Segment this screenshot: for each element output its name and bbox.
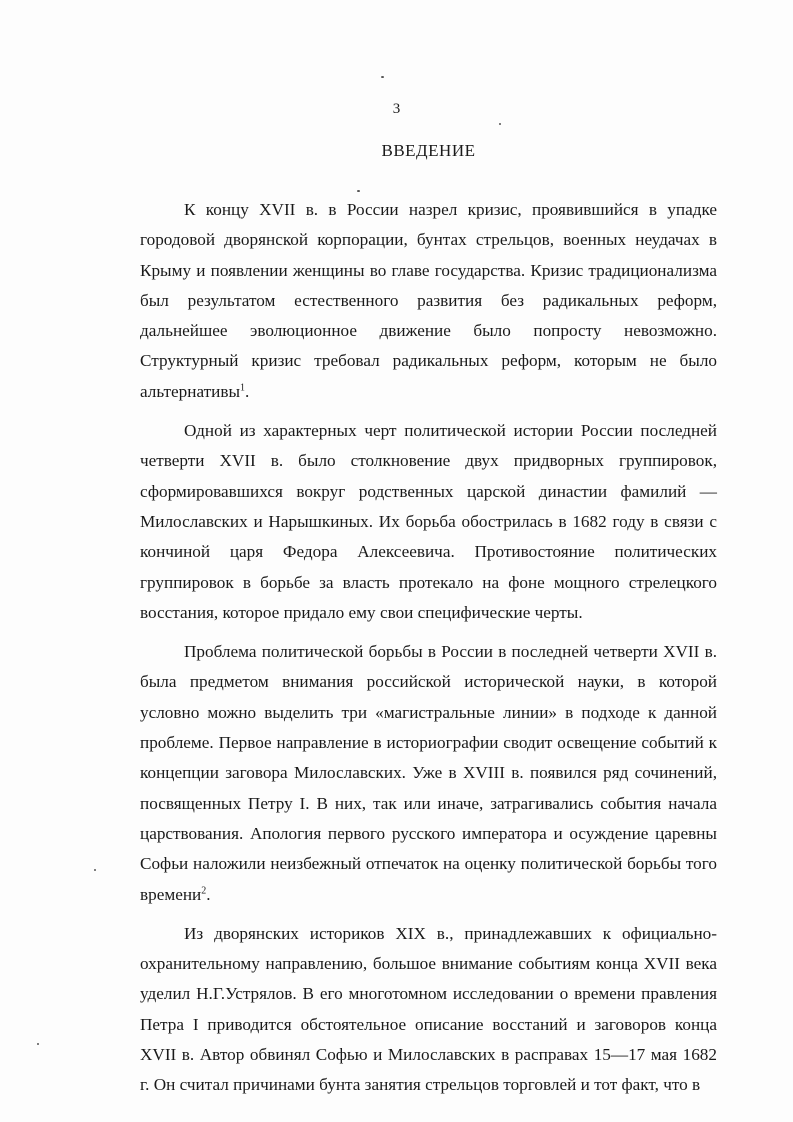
paragraph-text: Из дворянских историков XIX в., принадлежавших к официально-охранительному направлению, большое внимание событиям конца XVII века уделил Н.Г.Устрялов. В его многотомном исследовании о времени правления Петра I приводится обстоятельное описание восстаний и заговоров конца XVII в. Автор обвинял Софью и Милославских в расправах 15—17 мая 1682 г. Он считал причинами бунта занятия стрельцов торговлей и тот факт, что в — [140, 923, 717, 1095]
paragraph-end: . — [206, 884, 211, 904]
paragraph-1 — [140, 195, 717, 407]
paragraph-4 — [140, 919, 717, 1101]
scan-speck — [381, 76, 384, 78]
scan-speck — [37, 1043, 39, 1045]
scan-speck — [357, 190, 360, 192]
paragraph-text: Одной из характерных черт политической истории России последней четверти XVII в. было столкновение двух придворных группировок, сформировавшихся вокруг родственных царской династии фамилий — Милославских и Нарышкиных. Их борьба обострилась в 1682 году в связи с кончиной царя Федора Алексеевича. Противостояние политических группировок в борьбе за власть протекало на фоне мощного стрелецкого восстания, которое придало ему свои специфические черты. — [140, 421, 717, 622]
page-number: 3 — [392, 101, 401, 117]
paragraph-2 — [140, 416, 717, 628]
section-heading: ВВЕДЕНИЕ — [381, 141, 476, 160]
scan-speck — [94, 869, 96, 871]
body-text — [140, 195, 717, 1110]
paragraph-text: К концу XVII в. в России назрел кризис, проявившийся в упадке городовой дворянской корпорации, бунтах стрельцов, военных неудачах в Крыму и появлении женщины во главе государства. Кризис традиционализма был результатом естественного развития без радикальных реформ, дальнейшее эволюционное движение было попросту невозможно. Структурный кризис требовал радикальных реформ, которым не было альтернативы — [140, 200, 717, 401]
footnote-ref[interactable]: 1 — [240, 382, 246, 394]
footnote-ref[interactable]: 2 — [201, 884, 207, 896]
paragraph-3 — [140, 637, 717, 910]
paragraph-text: Проблема политической борьбы в России в последней четверти XVII в. была предметом внимания российской исторической науки, в которой условно можно выделить три «магистральные линии» в подходе к данной проблеме. Первое направление в историографии сводит освещение событий к концепции заговора Милославских. Уже в XVIII в. появился ряд сочинений, посвященных Петру I. В них, так или иначе, затрагивались события начала царствования. Апология первого русского императора и осуждение царевны Софьи наложили неизбежный отпечаток на оценку политической борьбы того времени — [140, 642, 717, 904]
scan-speck — [499, 123, 501, 125]
paragraph-end: . — [245, 381, 250, 401]
